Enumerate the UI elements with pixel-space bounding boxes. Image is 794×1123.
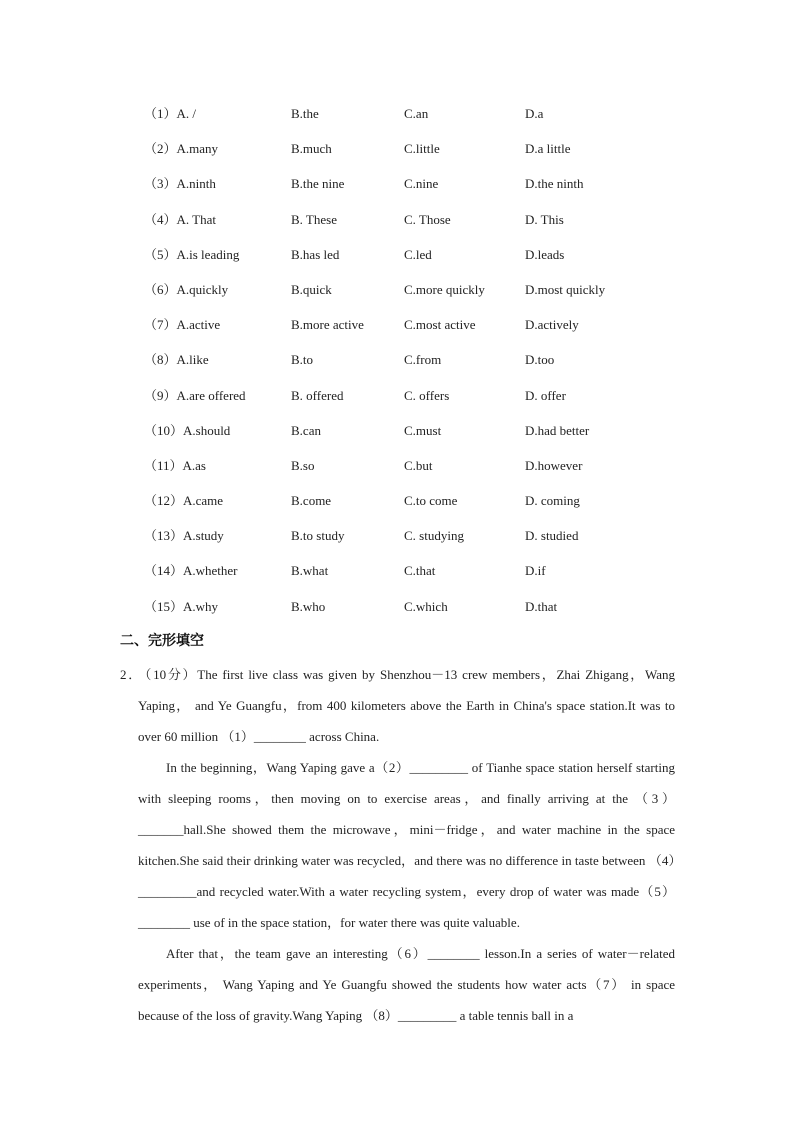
option-choice-c: C.an (404, 106, 429, 121)
option-choice-d: D.that (525, 598, 558, 614)
option-choice-b: B.much (291, 141, 332, 157)
option-row (144, 385, 704, 420)
option-row (144, 173, 704, 208)
option-choice-d: D.actively (525, 317, 579, 333)
option-choice-c: C.little (404, 141, 440, 157)
option-choice-a: （7）A.active (144, 317, 221, 333)
option-choice-d: D.however (525, 457, 583, 473)
option-choice-c: C. studying (404, 528, 464, 544)
option-choice-d: D. offer (525, 387, 566, 403)
question-paragraph-3: After that，the team gave an interesting（6）________ lesson.In a series of water－related experiments， Wang Yaping and Ye Guangfu showed the students how water acts（7） in space because of the loss of gravity.Wang Yaping （8）_________ a table tennis ball in a (138, 946, 675, 1023)
question-score: （10分） (144, 667, 198, 682)
option-choice-a: （10）A.should (144, 422, 231, 438)
option-row (144, 138, 704, 173)
option-choice-a: （2）A.many (144, 141, 219, 157)
option-choice-b: B.so (291, 457, 315, 473)
option-choice-c: C.from (404, 352, 442, 368)
option-row (144, 209, 704, 244)
option-row (144, 349, 704, 384)
option-choice-a: （13）A.study (144, 528, 224, 544)
option-row (144, 596, 704, 631)
option-choice-d: D.had better (525, 422, 590, 438)
option-choice-a: （14）A.whether (144, 563, 238, 579)
option-choice-a: （3）A.ninth (144, 176, 216, 192)
option-choice-c: C.most active (404, 317, 476, 333)
option-choice-a: （11）A.as (144, 457, 206, 473)
option-choice-c: C.nine (404, 176, 439, 192)
section-title: 二、完形填空 (120, 633, 204, 649)
option-choice-d: D. coming (525, 493, 580, 509)
option-choice-b: B.the (291, 106, 319, 121)
option-row (144, 314, 704, 349)
option-choice-b: B. offered (291, 387, 344, 403)
option-choice-b: B.to study (291, 528, 345, 544)
option-choice-d: D.leads (525, 246, 565, 262)
option-choice-b: B.who (291, 598, 326, 614)
option-choice-c: C. Those (404, 211, 451, 227)
option-choice-c: C.led (404, 246, 432, 262)
question-paragraph-2: In the beginning，Wang Yaping gave a（2）_________ of Tianhe space station herself starting with sleeping rooms，then moving on to exercise areas，and finally arriving at the （3）_______hall.She showed them the microwave，mini－fridge，and water machine in the space kitchen.She said their drinking water was recycled，and there was no difference in taste between （4）_________and recycled water.With a water recycling system，every drop of water was made（5）________ use of in the space station，for water there was quite valuable. (138, 760, 675, 930)
option-choice-b: B.what (291, 563, 329, 579)
option-choice-b: B.can (291, 422, 321, 438)
option-choice-b: B.quick (291, 281, 332, 297)
option-choice-c: C.to come (404, 493, 458, 509)
option-choice-a: （12）A.came (144, 493, 224, 509)
question-paragraph-1 (120, 659, 675, 752)
paragraph-text: The first live class was given by Shenzhou－13 crew members，Zhai Zhigang，Wang Yaping， and Ye Guangfu，from 400 kilometers above the Earth in China's space station.It was to over 60 million （1）________ across China. (138, 667, 675, 744)
option-choice-c: C.must (404, 422, 442, 438)
option-choice-a: （8）A.like (144, 352, 209, 368)
options-list (144, 103, 704, 631)
option-row (144, 490, 704, 525)
option-choice-d: D.too (525, 352, 555, 368)
option-choice-c: C.but (404, 457, 433, 473)
option-row (144, 420, 704, 455)
option-choice-a: （6）A.quickly (144, 281, 229, 297)
question-number: 2． (120, 667, 143, 682)
option-row (144, 560, 704, 595)
option-row (144, 525, 704, 560)
option-choice-b: B.come (291, 493, 332, 509)
option-row (144, 279, 704, 314)
option-choice-b: B.has led (291, 246, 340, 262)
option-choice-b: B. These (291, 211, 337, 227)
option-choice-c: C.that (404, 563, 436, 579)
option-choice-c: C.which (404, 598, 448, 614)
option-choice-a: （1）A. / (144, 106, 197, 121)
option-choice-d: D.if (525, 563, 546, 579)
option-choice-b: B.to (291, 352, 314, 368)
option-row (144, 103, 704, 138)
option-choice-a: （9）A.are offered (144, 387, 246, 403)
option-choice-a: （4）A. That (144, 211, 216, 227)
option-choice-d: D. studied (525, 528, 579, 544)
option-choice-d: D.most quickly (525, 281, 606, 297)
option-choice-d: D.a (525, 106, 544, 121)
option-choice-c: C.more quickly (404, 281, 485, 297)
option-choice-d: D.a little (525, 141, 571, 157)
cloze-question (120, 659, 675, 1031)
option-choice-b: B.more active (291, 317, 364, 333)
option-choice-a: （15）A.why (144, 598, 219, 614)
option-row (144, 244, 704, 279)
option-row (144, 455, 704, 490)
option-choice-c: C. offers (404, 387, 450, 403)
option-choice-b: B.the nine (291, 176, 345, 192)
option-choice-a: （5）A.is leading (144, 246, 240, 262)
option-choice-d: D. This (525, 211, 564, 227)
option-choice-d: D.the ninth (525, 176, 584, 192)
